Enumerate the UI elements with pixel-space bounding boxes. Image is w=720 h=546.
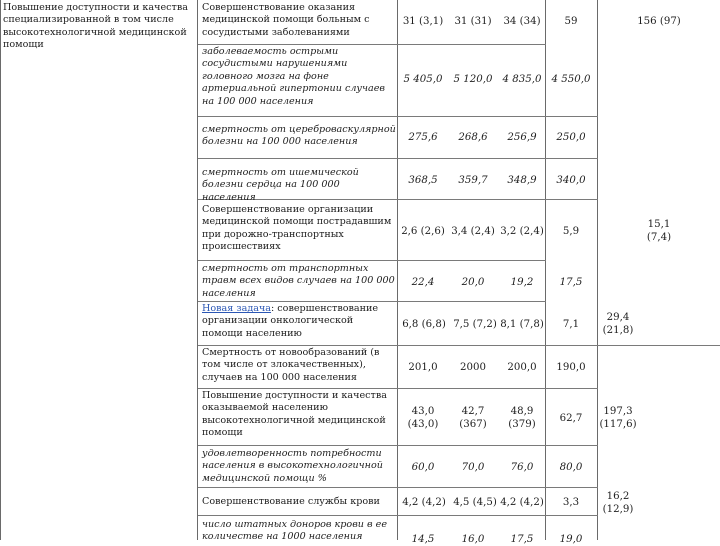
value-cell: 8,1 (7,8) <box>500 319 544 330</box>
value-cell: 201,0 <box>408 362 438 373</box>
value-cell: 368,5 <box>408 175 438 186</box>
row-label: Смертность от новообразований (в том числе от злокачественных), случаев на 100 000 населения <box>202 347 380 383</box>
value-cell: 190,0 <box>556 362 586 373</box>
value-cell: 156 (97) <box>637 16 681 27</box>
row-divider <box>198 260 546 261</box>
row-label: смертность от цереброваскулярной болезни на 100 000 населения <box>202 124 396 148</box>
row-label: число штатных доноров крови в ее количестве на 1000 населения <box>202 519 387 543</box>
section-title: Повышение доступности и качества специализированной в том числе высокотехнологичной медицинской помощи <box>3 2 188 51</box>
row-label: Совершенствование службы крови <box>202 496 380 507</box>
value-cell: 2000 <box>460 362 486 373</box>
value-cell: 16,0 <box>461 534 485 545</box>
value-cell: 48,9 (379) <box>508 406 536 430</box>
value-cell: 200,0 <box>507 362 537 373</box>
value-cell: 256,9 <box>507 132 537 143</box>
row-divider <box>198 345 720 346</box>
value-cell: 268,6 <box>458 132 488 143</box>
row-label: Повышение доступности и качества оказываемой населению высокотехнологичной медицинской помощи <box>202 390 387 439</box>
value-cell: 34 (34) <box>503 16 541 27</box>
row-label: Совершенствование организации медицинской помощи пострадавшим при дорожно-транспортных происшествиях <box>202 204 392 253</box>
value-cell: 60,0 <box>411 462 435 473</box>
value-cell: 15,1 (7,4) <box>646 219 672 243</box>
value-cell: 4,2 (4,2) <box>402 497 446 508</box>
row-label: Совершенствование оказания медицинской помощи больным с сосудистыми заболеваниями <box>202 2 370 38</box>
column-divider <box>597 0 598 540</box>
value-cell: 340,0 <box>556 175 586 186</box>
value-cell: 275,6 <box>408 132 438 143</box>
value-cell: 19,2 <box>510 277 534 288</box>
row-label: смертность от транспортных травм всех видов случаев на 100 000 населения <box>202 263 395 299</box>
value-cell: 7,5 (7,2) <box>453 319 497 330</box>
value-cell: 4,2 (4,2) <box>500 497 544 508</box>
value-cell: 31 (3,1) <box>402 16 444 27</box>
value-cell: 3,4 (2,4) <box>451 226 495 237</box>
row-label <box>202 303 396 340</box>
value-cell: 20,0 <box>461 277 485 288</box>
value-cell: 17,5 <box>559 277 583 288</box>
value-cell: 2,6 (2,6) <box>401 226 445 237</box>
column-divider <box>197 0 198 540</box>
value-cell: 70,0 <box>461 462 485 473</box>
table-border-left <box>0 0 1 540</box>
value-cell: 5,9 <box>562 226 580 237</box>
row-label: смертность от ишемической болезни сердца на 100 000 населения <box>202 167 359 203</box>
value-cell: 17,5 <box>510 534 534 545</box>
value-cell: 42,7 (367) <box>459 406 487 430</box>
value-cell: 19,0 <box>559 534 583 545</box>
value-cell: 250,0 <box>556 132 586 143</box>
row-label-text: : совершенствование организации онкологической помощи населению <box>202 303 379 339</box>
row-divider <box>198 388 598 389</box>
value-cell: 3,2 (2,4) <box>500 226 544 237</box>
value-cell: 59 <box>564 16 578 27</box>
value-cell: 16,2 (12,9) <box>602 491 634 515</box>
value-cell: 4,5 (4,5) <box>453 497 497 508</box>
value-cell: 359,7 <box>458 175 488 186</box>
value-cell: 22,4 <box>411 277 435 288</box>
value-cell: 5 120,0 <box>453 74 493 85</box>
value-cell: 6,8 (6,8) <box>402 319 446 330</box>
value-cell: 4 835,0 <box>502 74 542 85</box>
row-divider <box>198 44 546 45</box>
row-divider <box>198 515 598 516</box>
value-cell: 43,0 (43,0) <box>407 406 439 430</box>
row-label: удовлетворенность потребности населения в высокотехнологичной медицинской помощи % <box>202 448 383 484</box>
new-task-link[interactable]: Новая задача <box>202 303 272 314</box>
row-divider <box>198 158 598 159</box>
value-cell: 14,5 <box>411 534 435 545</box>
row-divider <box>198 445 598 446</box>
value-cell: 5 405,0 <box>403 74 443 85</box>
row-divider <box>198 301 546 302</box>
value-cell: 80,0 <box>559 462 583 473</box>
value-cell: 31 (31) <box>454 16 492 27</box>
value-cell: 62,7 <box>559 413 583 424</box>
value-cell: 7,1 <box>562 319 580 330</box>
row-divider <box>198 487 598 488</box>
value-cell: 76,0 <box>510 462 534 473</box>
value-cell: 4 550,0 <box>551 74 591 85</box>
value-cell: 29,4 (21,8) <box>602 312 634 336</box>
row-divider <box>198 116 598 117</box>
value-cell: 3,3 <box>562 497 580 508</box>
value-cell: 348,9 <box>507 175 537 186</box>
value-cell: 197,3 (117,6) <box>599 406 637 430</box>
row-label: заболеваемость острыми сосудистыми нарушениями головного мозга на фоне артериальной гипертонии случаев на 100 000 населения <box>202 46 385 107</box>
